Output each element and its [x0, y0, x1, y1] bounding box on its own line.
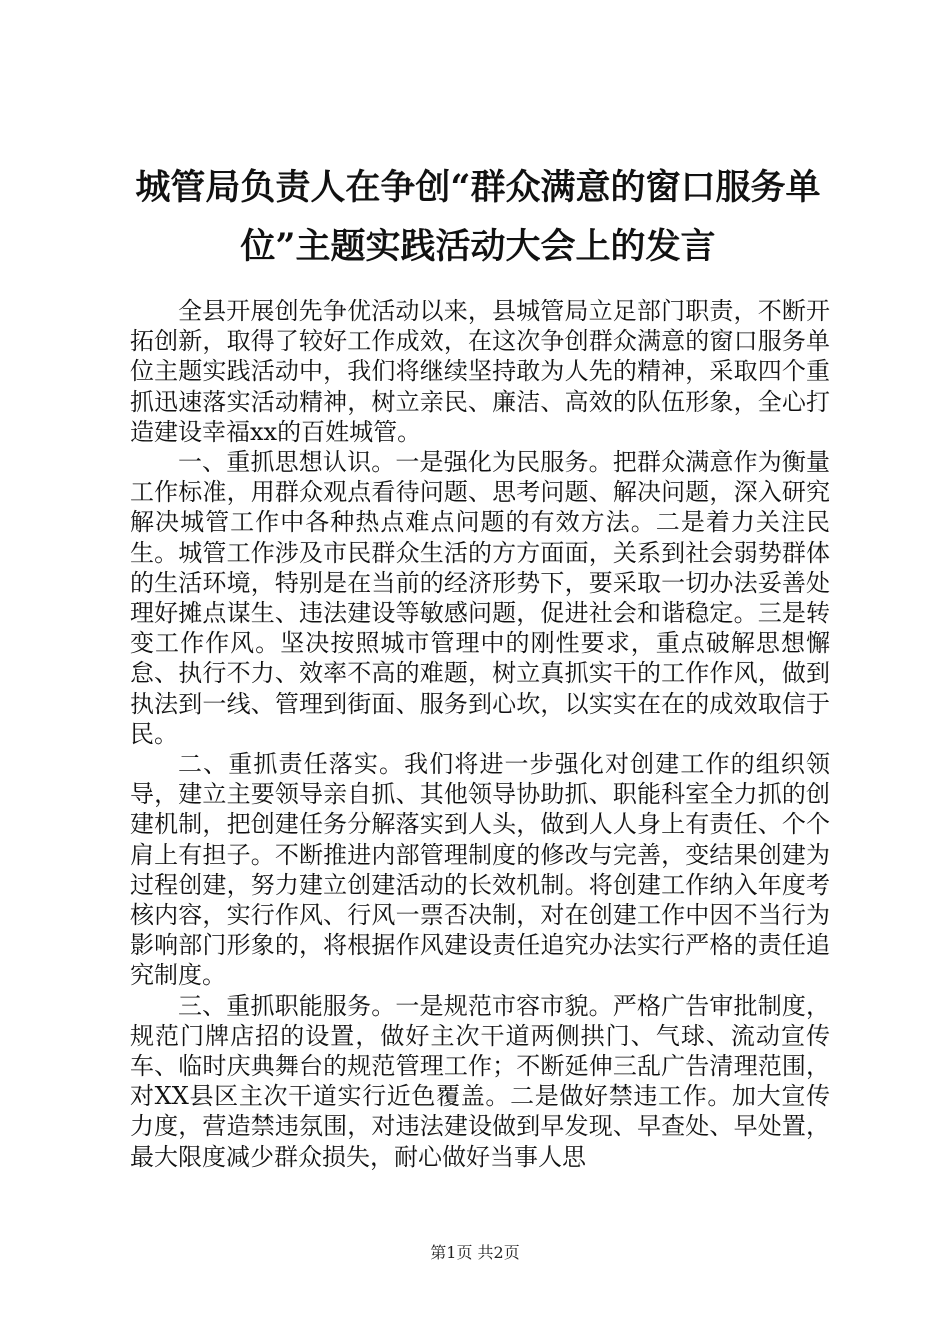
document-body [130, 296, 830, 1172]
paragraph-section-1: 一、重抓思想认识。一是强化为民服务。把群众满意作为衡量工作标准，用群众观点看待问题、思考问题、解决问题，深入研究解决城管工作中各种热点难点问题的有效方法。二是着力关注民生。城管工作涉及市民群众生活的方方面面，关系到社会弱势群体的生活环境，特别是在当前的经济形势下，要采取一切办法妥善处理好摊点谋生、违法建设等敏感问题，促进社会和谐稳定。三是转变工作作风。坚决按照城市管理中的刚性要求，重点破解思想懈怠、执行不力、效率不高的难题，树立真抓实干的工作作风，做到执法到一线、管理到街面、服务到心坎，以实实在在的成效取信于民。 [130, 448, 830, 748]
page-number-footer: 第1页 共2页 [430, 1243, 520, 1262]
document-title: 城管局负责人在争创“群众满意的窗口服务单位”主题实践活动大会上的发言 [135, 167, 821, 267]
paragraph-section-2: 二、重抓责任落实。我们将进一步强化对创建工作的组织领导，建立主要领导亲自抓、其他领导协助抓、职能科室全力抓的创建机制，把创建任务分解落实到人头，做到人人身上有责任、个个肩上有担子。不断推进内部管理制度的修改与完善，变结果创建为过程创建，努力建立创建活动的长效机制。将创建工作纳入年度考核内容，实行作风、行风一票否决制，对在创建工作中因不当行为影响部门形象的，将根据作风建设责任追究办法实行严格的责任追究制度。 [130, 750, 830, 990]
paragraph-section-3: 三、重抓职能服务。一是规范市容市貌。严格广告审批制度，规范门牌店招的设置，做好主次干道两侧拱门、气球、流动宣传车、临时庆典舞台的规范管理工作；不断延伸三乱广告清理范围，对XX县区主次干道实行近色覆盖。二是做好禁违工作。加大宣传力度，营造禁违氛围，对违法建设做到早发现、早查处、早处置，最大限度减少群众损失，耐心做好当事人思 [130, 991, 830, 1171]
paragraph-intro: 全县开展创先争优活动以来，县城管局立足部门职责，不断开拓创新，取得了较好工作成效，在这次争创群众满意的窗口服务单位主题实践活动中，我们将继续坚持敢为人先的精神，采取四个重抓迅速落实活动精神，树立亲民、廉洁、高效的队伍形象，全心打造建设幸福xx的百姓城管。 [130, 297, 830, 446]
